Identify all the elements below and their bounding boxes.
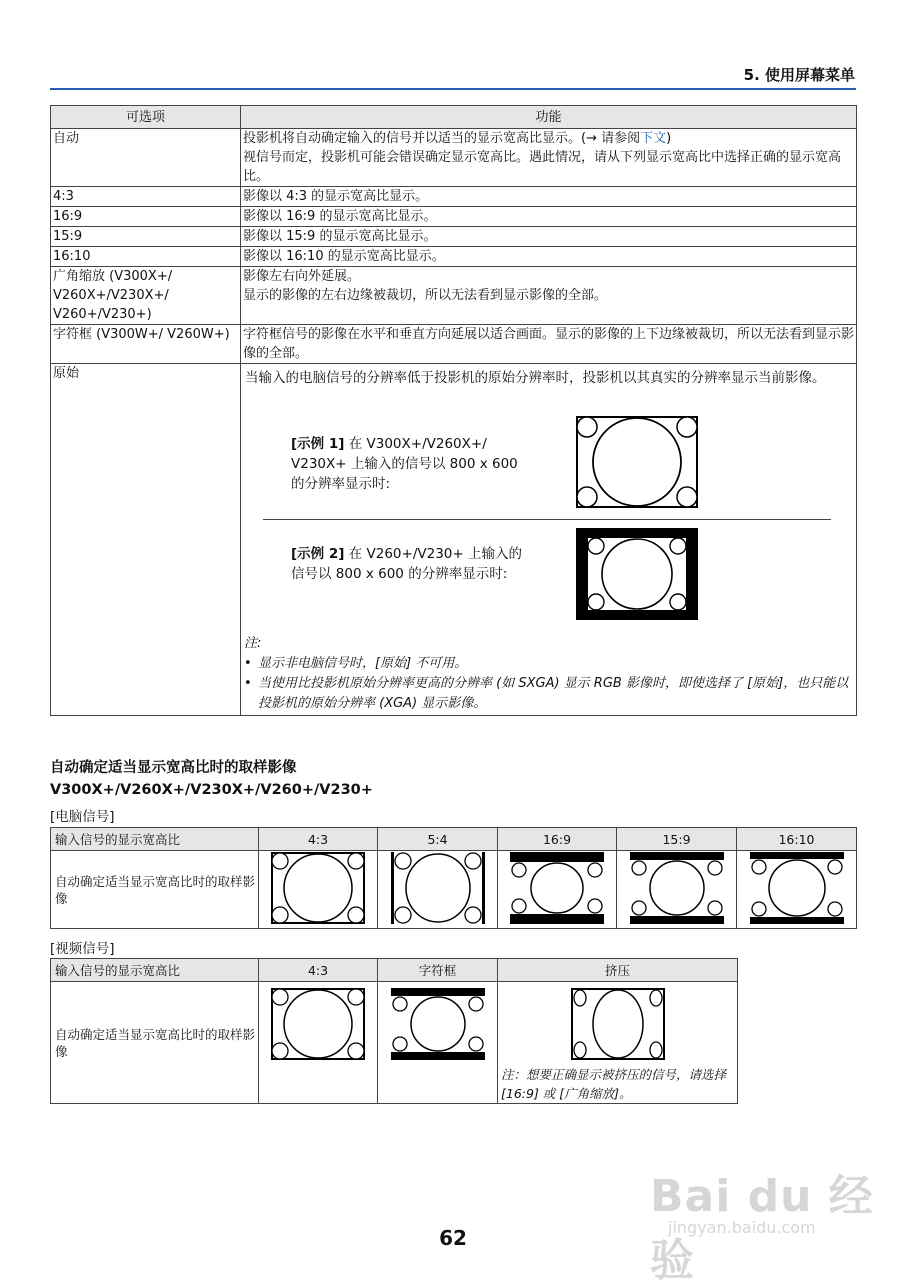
- video-col-letterbox: 字符框: [378, 959, 498, 982]
- example-1-screen-diagram: [576, 416, 698, 508]
- video-sample-4-3: [259, 982, 378, 1104]
- sample-image-squeeze: [571, 988, 665, 1060]
- watermark-brand: Bai du 经验: [650, 1171, 874, 1286]
- sample-image-16-10: [750, 852, 844, 924]
- function-text: ): [666, 131, 672, 146]
- pc-signal-label: [电脑信号]: [50, 809, 115, 825]
- video-header-label: 输入信号的显示宽高比: [51, 959, 259, 982]
- example-2-label: [示例 2]: [291, 546, 345, 562]
- function-cell: [241, 129, 857, 187]
- table-row: [51, 129, 857, 187]
- sample-image-16-9: [510, 852, 604, 924]
- example-1: [291, 434, 531, 494]
- option-cell: 自动: [51, 129, 241, 187]
- note-item: • 显示非电脑信号时，[原始] 不可用。: [244, 654, 852, 674]
- option-cell: 4:3: [51, 187, 241, 207]
- page-number: 62: [439, 1226, 467, 1250]
- pc-header-label: 输入信号的显示宽高比: [51, 828, 259, 851]
- table-row: [51, 207, 857, 227]
- function-cell: [241, 267, 857, 325]
- video-signal-table: [50, 958, 738, 1104]
- option-cell: 15:9: [51, 227, 241, 247]
- pc-sample-5-4: [378, 851, 498, 929]
- sample-image-video-4-3: [271, 988, 365, 1060]
- example-2: [291, 544, 531, 584]
- section-title: 自动确定适当显示宽高比时的取样影像: [50, 760, 297, 776]
- section-models: V300X+/V260X+/V230X+/V260+/V230+: [50, 782, 373, 798]
- header-rule: [50, 88, 856, 90]
- table-row: [51, 227, 857, 247]
- chapter-title: 5. 使用屏幕菜单: [743, 66, 855, 84]
- function-text: 视信号而定，投影机可能会错误确定显示宽高比。遇此情况，请从下列显示宽高比中选择正确的显示宽高比。: [243, 150, 842, 184]
- squeeze-note: 注：想要正确显示被挤压的信号，请选择 [16:9] 或 [广角缩放]。: [501, 1067, 727, 1101]
- table-row: [51, 267, 857, 325]
- notes: [244, 634, 852, 714]
- pc-sample-4-3: [259, 851, 378, 929]
- function-text: 影像左右向外延展。: [243, 269, 361, 284]
- pc-sample-16-9: [498, 851, 617, 929]
- watermark-url: jingyan.baidu.com: [668, 1218, 816, 1237]
- pc-col-15-9: 15:9: [617, 828, 737, 851]
- video-row-label: 自动确定适当显示宽高比时的取样影像: [51, 982, 259, 1104]
- table-row: [51, 325, 857, 364]
- video-col-squeeze: 挤压: [498, 959, 738, 982]
- example-1-label: [示例 1]: [291, 436, 345, 452]
- table-row: [51, 187, 857, 207]
- sample-image-15-9: [630, 852, 724, 924]
- function-cell: 字符框信号的影像在水平和垂直方向延展以适合画面。显示的影像的上下边缘被裁切，所以无法看到显示影像的全部。: [241, 325, 857, 364]
- example-divider: [263, 519, 831, 520]
- video-signal-label: [视频信号]: [50, 941, 115, 957]
- pc-sample-15-9: [617, 851, 737, 929]
- pc-row-label: 自动确定适当显示宽高比时的取样影像: [51, 851, 259, 929]
- sample-image-5-4: [391, 852, 485, 924]
- pc-col-16-9: 16:9: [498, 828, 617, 851]
- option-cell: 16:9: [51, 207, 241, 227]
- table-row: [51, 247, 857, 267]
- sample-image-4-3: [271, 852, 365, 924]
- function-cell: 影像以 4:3 的显示宽高比显示。: [241, 187, 857, 207]
- sample-image-letterbox: [391, 988, 485, 1060]
- function-cell: 影像以 15:9 的显示宽高比显示。: [241, 227, 857, 247]
- see-below-link[interactable]: 下文: [640, 131, 667, 146]
- pc-col-16-10: 16:10: [737, 828, 857, 851]
- option-cell: 字符框 (V300W+/ V260W+): [51, 325, 241, 364]
- notes-title: 注:: [244, 636, 262, 651]
- pc-signal-table: [50, 827, 857, 929]
- function-text: 投影机将自动确定输入的信号并以适当的显示宽高比显示。(→ 请参阅: [243, 131, 641, 146]
- note-text: 显示非电脑信号时，[原始] 不可用。: [258, 656, 468, 671]
- option-cell: 广角缩放 (V300X+/ V260X+/V230X+/ V260+/V230+): [51, 267, 241, 325]
- table-row: [51, 364, 857, 716]
- video-sample-squeeze: [498, 982, 738, 1104]
- option-cell: 16:10: [51, 247, 241, 267]
- option-cell: 原始: [51, 364, 241, 716]
- example-1-text: 在 V300X+/V260X+/ V230X+ 上输入的信号以 800 x 600 的分辨率显示时:: [291, 436, 518, 492]
- col-option-header: 可选项: [51, 106, 241, 129]
- options-table: [50, 105, 857, 716]
- pc-col-4-3: 4:3: [259, 828, 378, 851]
- function-text: 显示的影像的左右边缘被裁切，所以无法看到显示影像的全部。: [243, 288, 608, 303]
- pc-col-5-4: 5:4: [378, 828, 498, 851]
- video-sample-letterbox: [378, 982, 498, 1104]
- video-col-4-3: 4:3: [259, 959, 378, 982]
- function-text: 当输入的电脑信号的分辨率低于投影机的原始分辨率时，投影机以其真实的分辨率显示当前影像。: [245, 370, 826, 386]
- function-cell: 影像以 16:10 的显示宽高比显示。: [241, 247, 857, 267]
- function-cell: [241, 364, 857, 716]
- note-item: • 当使用比投影机原始分辨率更高的分辨率 (如 SXGA) 显示 RGB 影像时，即使选择了 [原始]，也只能以投影机的原始分辨率 (XGA) 显示影像。: [244, 674, 852, 714]
- example-2-text: 在 V260+/V230+ 上输入的信号以 800 x 600 的分辨率显示时:: [291, 546, 522, 582]
- pc-sample-16-10: [737, 851, 857, 929]
- example-2-screen-diagram: [576, 528, 698, 620]
- function-cell: 影像以 16:9 的显示宽高比显示。: [241, 207, 857, 227]
- note-text: 当使用比投影机原始分辨率更高的分辨率 (如 SXGA) 显示 RGB 影像时，即使选择了 [原始]，也只能以投影机的原始分辨率 (XGA) 显示影像。: [258, 676, 849, 711]
- col-function-header: 功能: [241, 106, 857, 129]
